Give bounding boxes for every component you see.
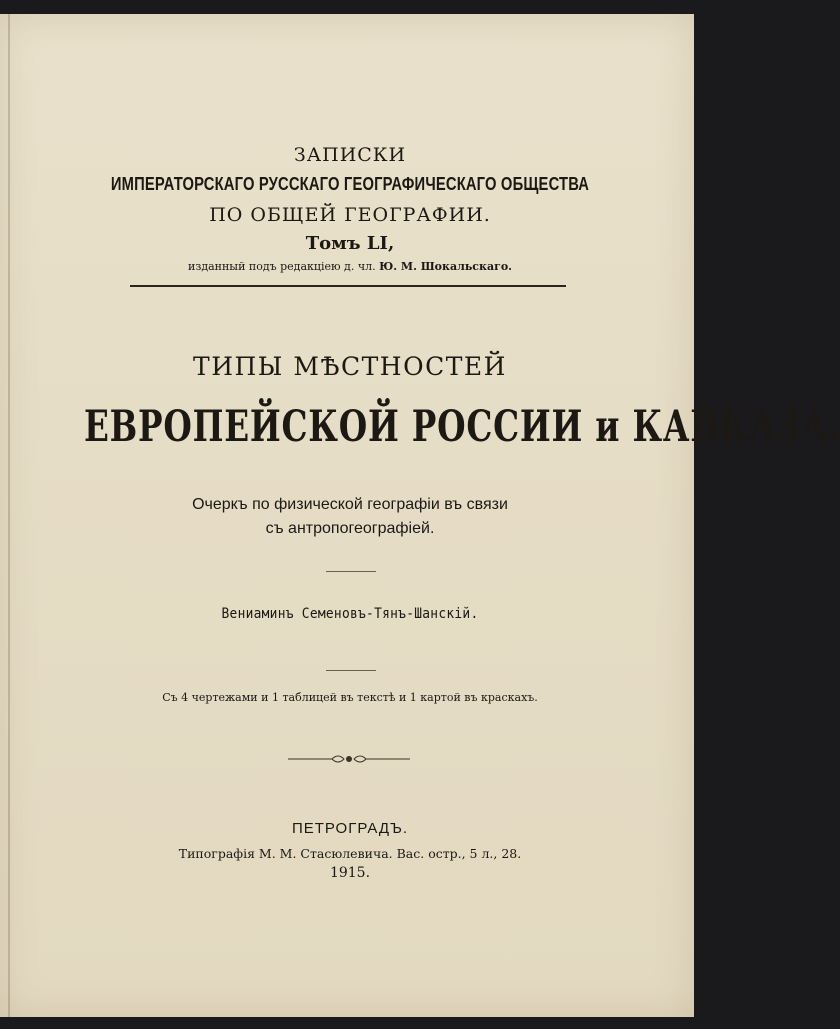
- illustrations-note: Съ 4 чертежами и 1 таблицей въ текстѣ и 1 картой въ краскахъ.: [162, 691, 538, 704]
- series-subject: ПО ОБЩЕЙ ГЕОГРАФИИ.: [209, 204, 491, 226]
- main-title-line2: ЕВРОПЕЙСКОЙ РОССИИ и КАВКАЗА.: [84, 402, 840, 452]
- volume-number: Томъ LI,: [305, 233, 395, 254]
- series-society: ИМПЕРАТОРСКАГО РУССКАГО ГЕОГРАФИЧЕСКАГО ОБЩЕСТВА: [110, 174, 590, 194]
- series-title: ЗАПИСКИ: [293, 144, 407, 166]
- title-page: [0, 14, 840, 1017]
- editor-line: [0, 260, 700, 273]
- subtitle-line2: съ антропогеографiей.: [265, 520, 435, 537]
- editor-prefix: изданный подъ редакцiею д. чл.: [187, 260, 376, 273]
- imprint-printer: Типографiя М. М. Стасюлевича. Вас. остр., 5 л., 28.: [178, 846, 522, 861]
- author: Вениаминъ Семеновъ-Тянъ-Шанскiй.: [221, 606, 479, 622]
- divider-short: [326, 670, 376, 671]
- imprint-year: 1915.: [329, 865, 371, 881]
- header-rule: [130, 285, 566, 287]
- subtitle-line1: Очеркъ по физической географiи въ связи: [192, 496, 508, 513]
- imprint-city: ПЕТРОГРАДЪ.: [291, 820, 409, 837]
- main-title-line1: ТИПЫ МѢСТНОСТЕЙ: [193, 352, 507, 381]
- editor-name: Ю. М. Шокальскаго.: [379, 260, 512, 273]
- ornament-divider: [288, 750, 410, 768]
- divider-short: [326, 571, 376, 572]
